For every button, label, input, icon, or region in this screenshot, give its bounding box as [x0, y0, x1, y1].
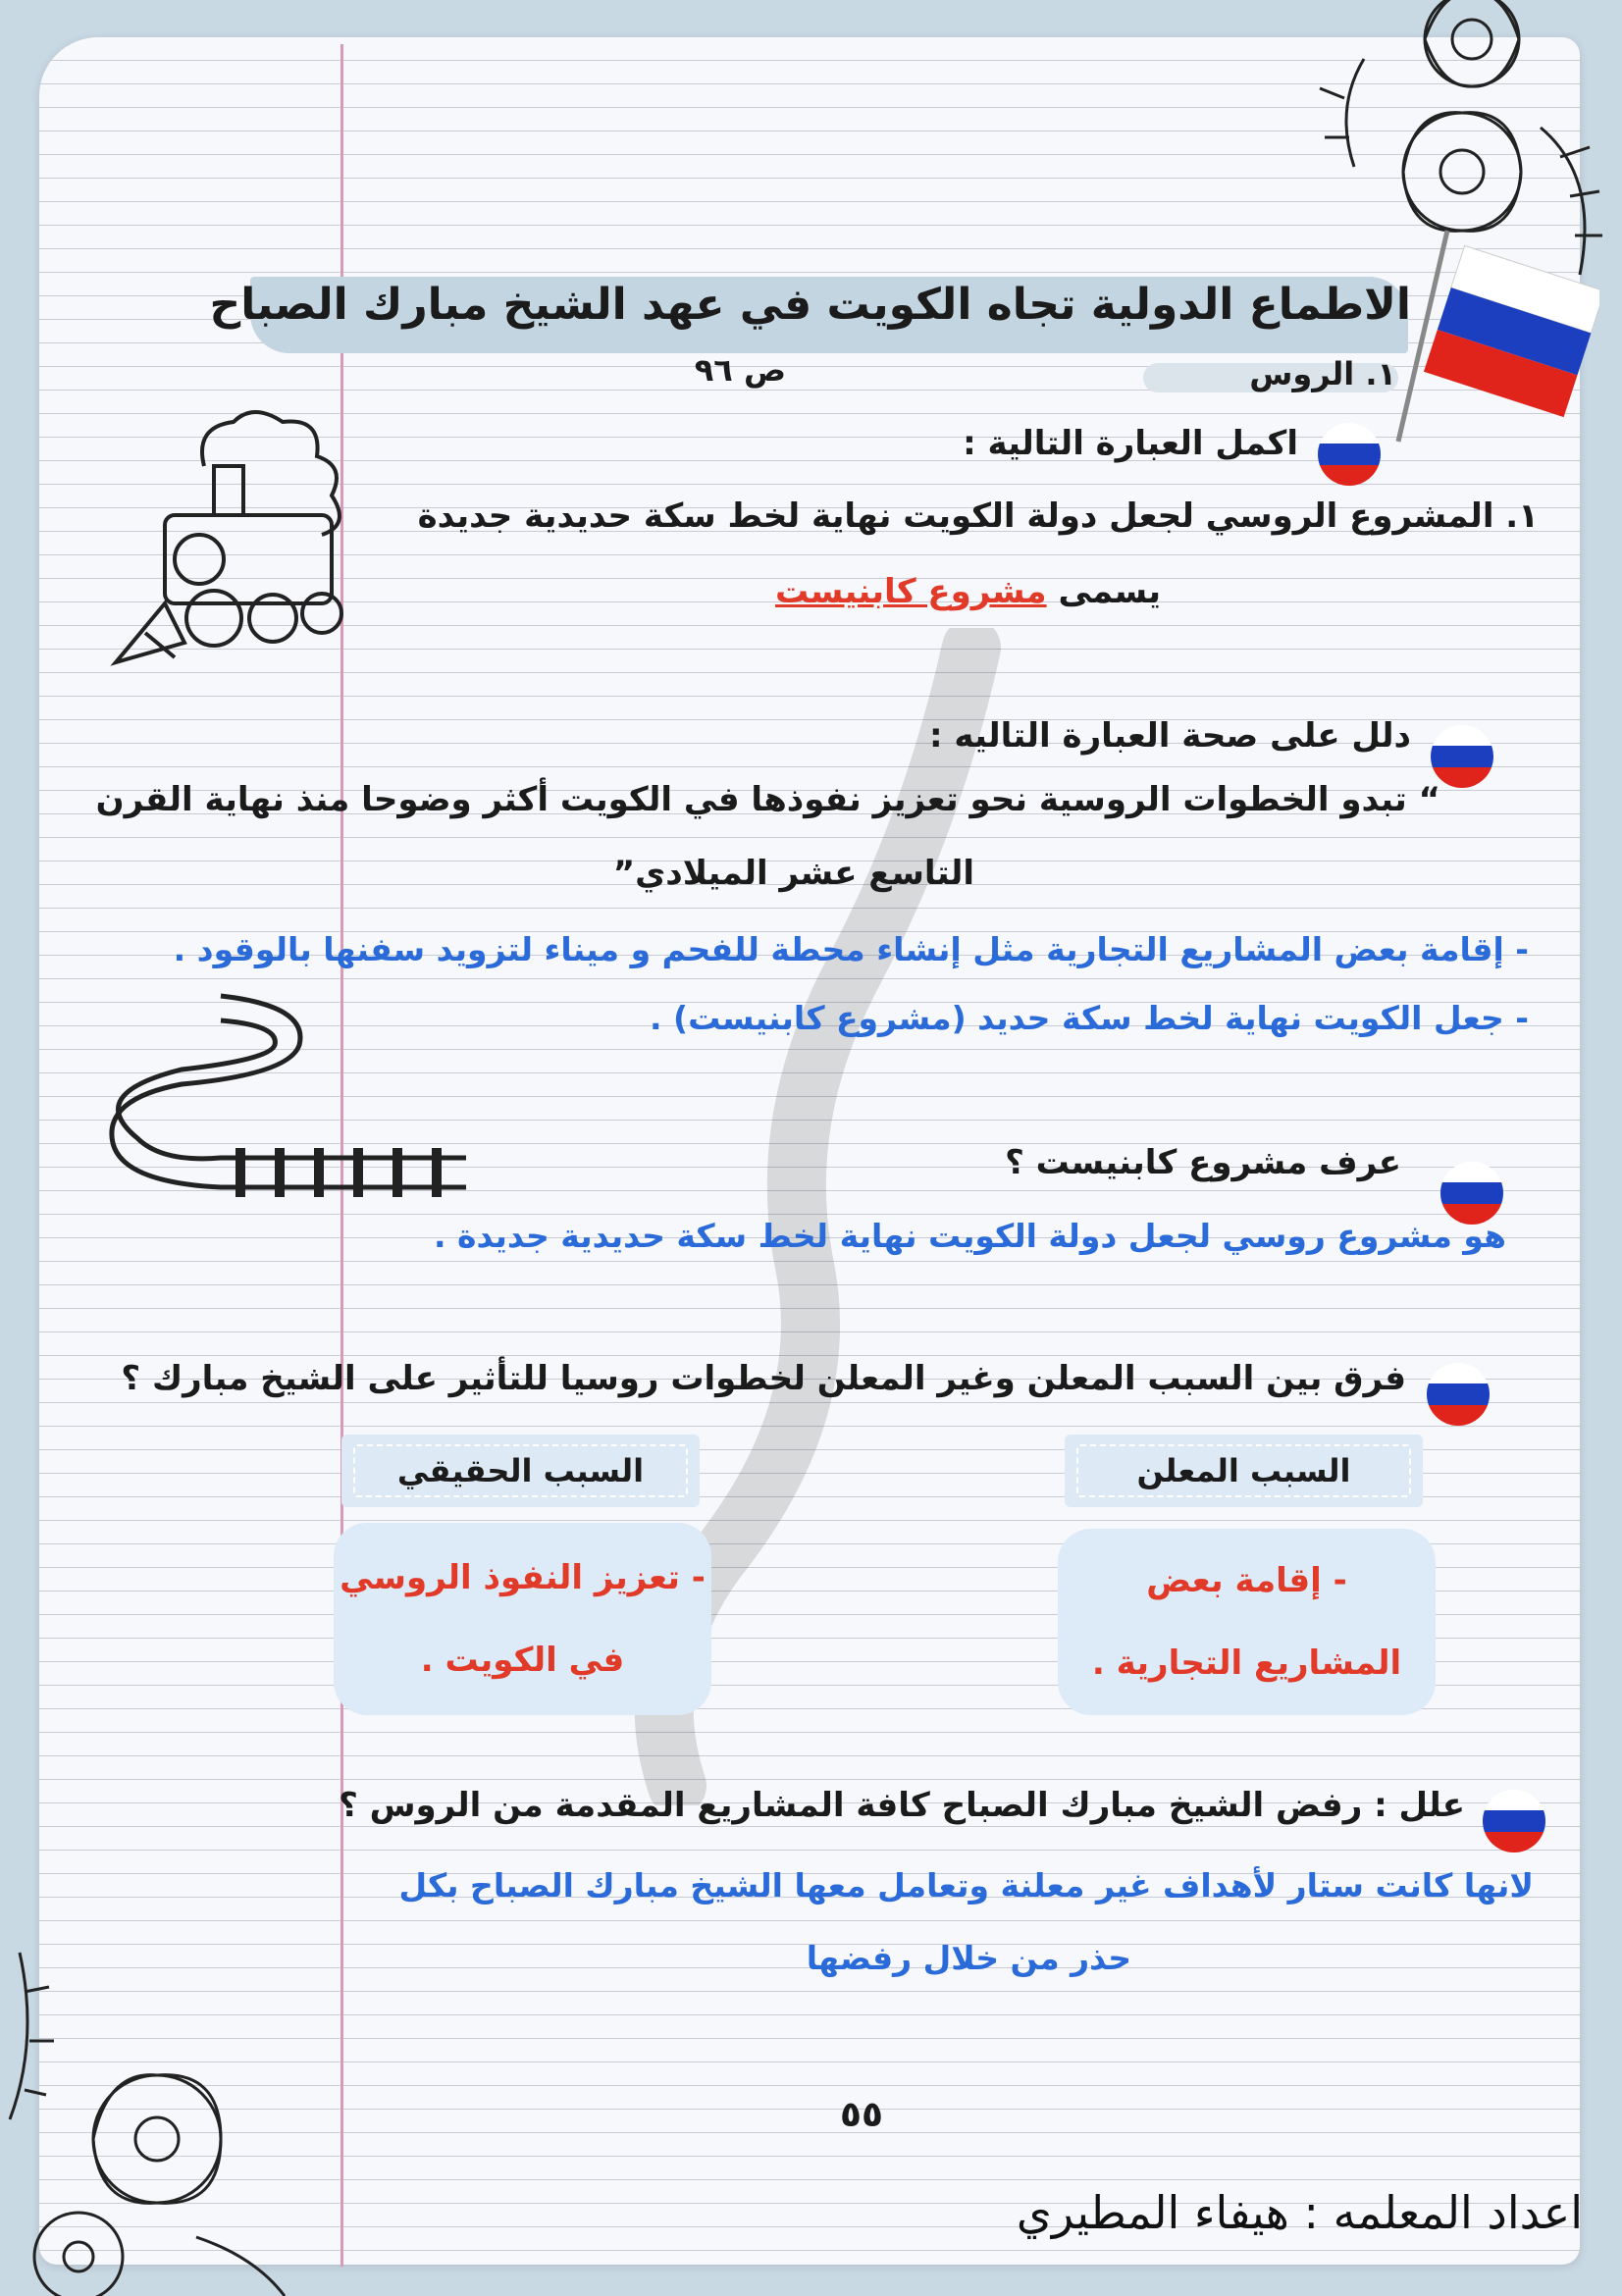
q2-answer-2: - جعل الكويت نهاية لخط سكة حديد (مشروع كابنيست) . [649, 999, 1529, 1037]
q3-answer: هو مشروع روسي لجعل دولة الكويت نهاية لخط سكة حديدية جديدة . [433, 1217, 1506, 1255]
q2-heading: دلل على صحة العبارة التاليه : [928, 716, 1411, 756]
railway-track-icon [103, 986, 476, 1212]
real-answer-line2: في الكويت . [420, 1641, 625, 1680]
q5-heading: علل : رفض الشيخ مبارك الصباح كافة المشاريع المقدمة من الروس ؟ [339, 1786, 1465, 1825]
q2-quote-line2: التاسع عشر الميلادي” [612, 854, 974, 893]
declared-reason-label: السبب المعلن [1065, 1435, 1423, 1507]
russia-flag-bullet-icon [1317, 422, 1382, 487]
q5-answer-line1: لانها كانت ستار لأهداف غير معلنة وتعامل معها الشيخ مبارك الصباح بكل [398, 1866, 1534, 1905]
q4-heading: فرق بين السبب المعلن وغير المعلن لخطوات روسيا للتأثير على الشيخ مبارك ؟ [121, 1359, 1406, 1398]
declared-answer-line2: المشاريع التجارية . [1091, 1644, 1402, 1683]
page-reference: ص ٩٦ [694, 351, 786, 389]
q5-answer-line2: حذر من خلال رفضها [806, 1939, 1131, 1977]
real-reason-label: السبب الحقيقي [341, 1435, 700, 1507]
train-icon [106, 407, 371, 682]
q1-statement: ١. المشروع الروسي لجعل دولة الكويت نهاية لخط سكة حديدية جديدة [417, 496, 1539, 536]
declared-answer-line1: - إقامة بعض [1146, 1561, 1347, 1600]
q2-quote-line1: “ تبدو الخطوات الروسية نحو تعزيز نفوذها في الكويت أكثر وضوحا منذ نهاية القرن [95, 780, 1440, 819]
declared-reason-answer [1058, 1529, 1436, 1715]
page-title: الاطماع الدولية تجاه الكويت في عهد الشيخ مبارك الصباح [209, 280, 1411, 330]
author-credit: اعداد المعلمه : هيفاء المطيري [1016, 2186, 1583, 2239]
q1-answer-line [775, 572, 1161, 611]
q1-heading: اكمل العبارة التالية : [963, 424, 1298, 463]
section-label: ١. الروس [1249, 355, 1396, 392]
page-number: ٥٥ [840, 2095, 883, 2135]
russia-flag-bullet-icon [1426, 1362, 1491, 1427]
flower-decoration-bottom-left [0, 1894, 294, 2296]
q1-answer: مشروع كابنيست [774, 572, 1047, 611]
russia-flag-bullet-icon [1482, 1789, 1546, 1853]
q1-prefix: يسمى [1058, 572, 1161, 611]
real-reason-answer [334, 1523, 711, 1715]
russia-flag-icon [1388, 221, 1599, 451]
q3-heading: عرف مشروع كابنيست ؟ [1005, 1143, 1401, 1182]
real-answer-line1: - تعزيز النفوذ الروسي [340, 1558, 706, 1597]
q2-answer-1: - إقامة بعض المشاريع التجارية مثل إنشاء محطة للفحم و ميناء لتزويد سفنها بالوقود . [173, 930, 1529, 968]
